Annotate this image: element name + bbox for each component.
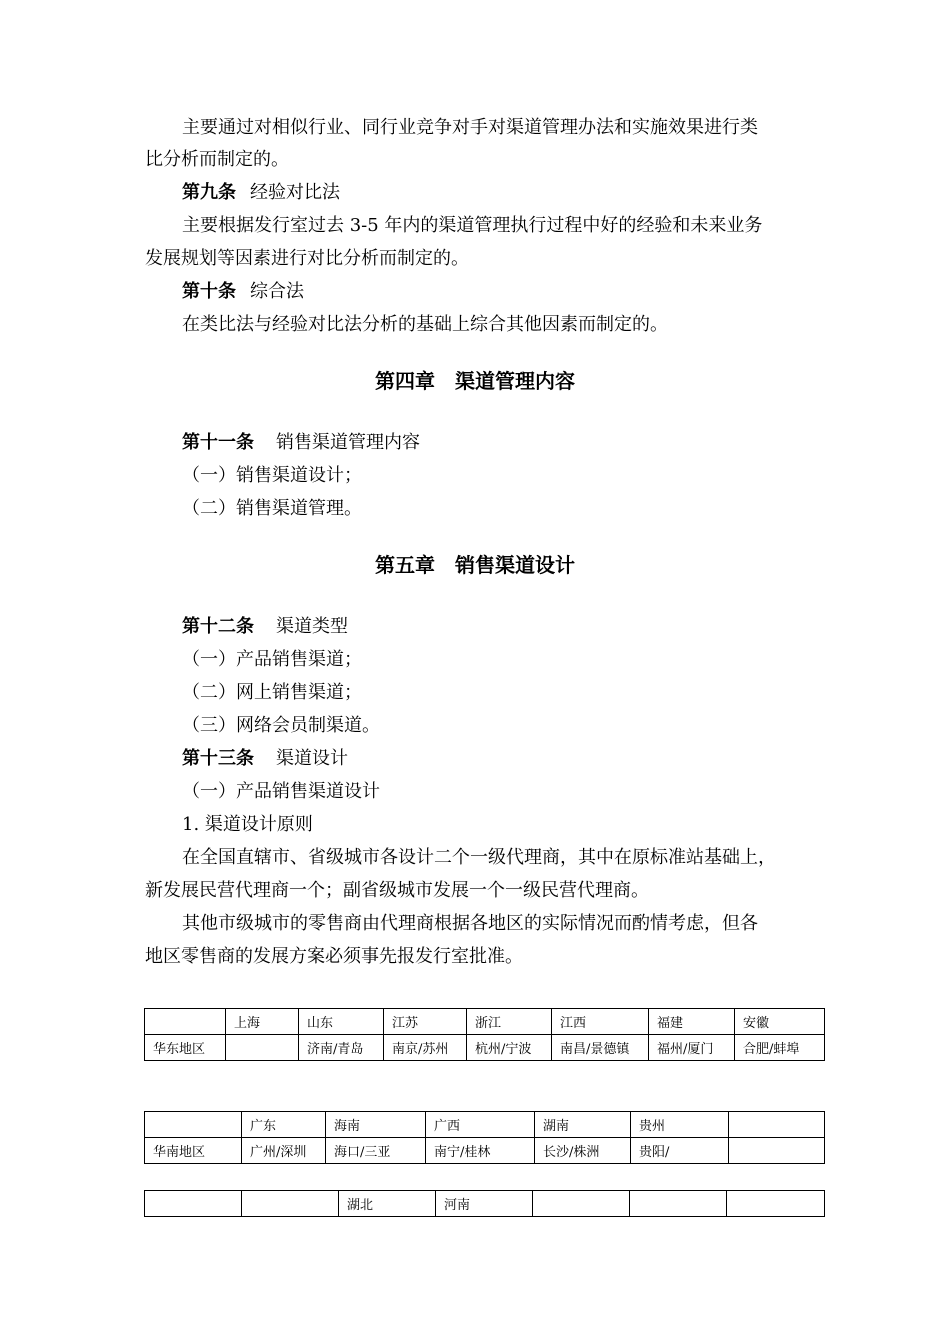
table-row	[145, 1112, 825, 1138]
para2-line1: 主要根据发行室过去 3-5 年内的渠道管理执行过程中好的经验和未来业务	[182, 215, 763, 236]
central-china-table	[144, 1190, 825, 1217]
para1-line1: 主要通过对相似行业、同行业竞争对手对渠道管理办法和实施效果进行类	[182, 117, 758, 138]
table-cell	[242, 1191, 339, 1217]
table-cell	[729, 1138, 825, 1164]
table-cell: 湖北	[339, 1191, 436, 1217]
chapter-4-title: 第四章 渠道管理内容	[375, 369, 575, 393]
article-12-item-2: （二）网上销售渠道；	[182, 682, 362, 703]
south-china-table	[144, 1111, 825, 1164]
principle-heading: 1. 渠道设计原则	[182, 814, 313, 835]
table-cell: 江西	[552, 1009, 649, 1035]
chapter-5-title: 第五章 销售渠道设计	[375, 553, 575, 577]
table-cell: 南京/苏州	[384, 1035, 467, 1061]
table-cell: 贵阳/	[631, 1138, 729, 1164]
table-cell: 福建	[649, 1009, 735, 1035]
table-cell: 海南	[326, 1112, 426, 1138]
table-cell: 山东	[299, 1009, 384, 1035]
para2-line2: 发展规划等因素进行对比分析而制定的。	[145, 248, 469, 269]
para3: 在类比法与经验对比法分析的基础上综合其他因素而制定的。	[182, 314, 668, 335]
article-11-heading	[182, 432, 420, 454]
table-cell	[729, 1112, 825, 1138]
table-cell	[226, 1035, 299, 1061]
table-cell: 江苏	[384, 1009, 467, 1035]
table-row	[145, 1138, 825, 1164]
article-11-item-1: （一）销售渠道设计；	[182, 465, 362, 486]
table-cell	[727, 1191, 825, 1217]
article-12-item-1: （一）产品销售渠道；	[182, 649, 362, 670]
article-13-title: 渠道设计	[276, 748, 348, 769]
table-cell: 长沙/株洲	[535, 1138, 631, 1164]
table-row	[145, 1191, 825, 1217]
table-cell	[145, 1009, 226, 1035]
article-9-heading	[182, 182, 340, 204]
para1-line2: 比分析而制定的。	[145, 149, 289, 170]
table-cell: 广州/深圳	[242, 1138, 326, 1164]
region-cell: 华东地区	[145, 1035, 226, 1061]
table-cell: 贵州	[631, 1112, 729, 1138]
table-cell: 南昌/景德镇	[552, 1035, 649, 1061]
article-12-number: 第十二条	[182, 616, 254, 637]
article-9-title: 经验对比法	[250, 182, 340, 203]
table-cell	[145, 1191, 242, 1217]
table-cell: 上海	[226, 1009, 299, 1035]
article-11-number: 第十一条	[182, 432, 254, 453]
para4-line1: 在全国直辖市、省级城市各设计二个一级代理商，其中在原标准站基础上，	[182, 847, 776, 868]
article-12-title: 渠道类型	[276, 616, 348, 637]
table-cell: 南宁/桂林	[426, 1138, 535, 1164]
article-10-number: 第十条	[182, 281, 236, 302]
article-11-title: 销售渠道管理内容	[276, 432, 420, 453]
table-cell: 合肥/蚌埠	[735, 1035, 825, 1061]
table-cell: 湖南	[535, 1112, 631, 1138]
table-cell: 安徽	[735, 1009, 825, 1035]
article-10-title: 综合法	[250, 281, 304, 302]
table-cell: 河南	[436, 1191, 533, 1217]
para4-line2: 新发展民营代理商一个；副省级城市发展一个一级民营代理商。	[145, 880, 649, 901]
table-cell: 杭州/宁波	[467, 1035, 552, 1061]
article-13-number: 第十三条	[182, 748, 254, 769]
table-cell: 海口/三亚	[326, 1138, 426, 1164]
article-13-subheading: （一）产品销售渠道设计	[182, 781, 380, 802]
table-cell: 浙江	[467, 1009, 552, 1035]
article-12-heading	[182, 616, 348, 638]
para5-line1: 其他市级城市的零售商由代理商根据各地区的实际情况而酌情考虑，但各	[182, 913, 758, 934]
article-9-number: 第九条	[182, 182, 236, 203]
table-cell: 济南/青岛	[299, 1035, 384, 1061]
table-cell: 广东	[242, 1112, 326, 1138]
para5-line2: 地区零售商的发展方案必须事先报发行室批准。	[145, 946, 523, 967]
table-cell	[533, 1191, 630, 1217]
table-cell	[145, 1112, 242, 1138]
article-11-item-2: （二）销售渠道管理。	[182, 498, 362, 519]
table-row	[145, 1009, 825, 1035]
table-cell	[630, 1191, 727, 1217]
table-row	[145, 1035, 825, 1061]
article-10-heading	[182, 281, 304, 303]
table-cell: 福州/厦门	[649, 1035, 735, 1061]
table-cell: 广西	[426, 1112, 535, 1138]
east-china-table	[144, 1008, 825, 1061]
article-13-heading	[182, 748, 348, 770]
article-12-item-3: （三）网络会员制渠道。	[182, 715, 380, 736]
region-cell: 华南地区	[145, 1138, 242, 1164]
